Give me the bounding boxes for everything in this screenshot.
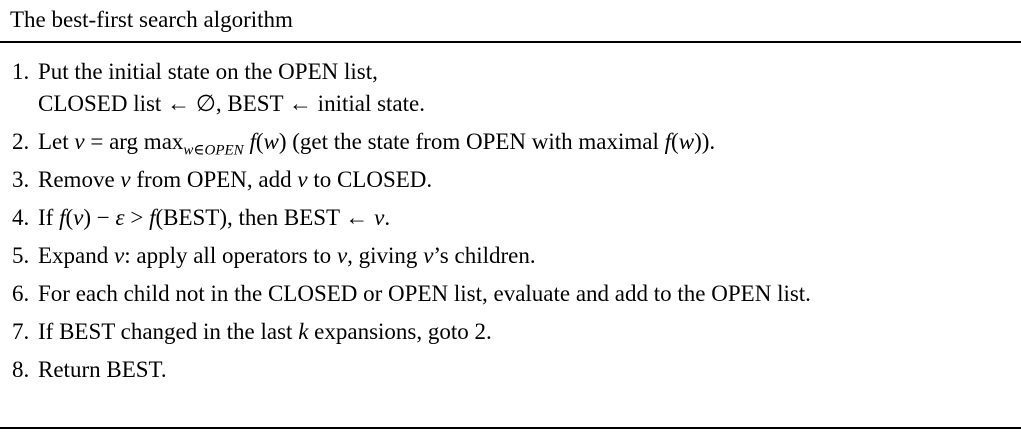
- algorithm-steps: [0, 56, 1021, 386]
- step-6: [0, 278, 1021, 310]
- math-variable: v: [297, 167, 308, 192]
- step-text-segment: (BEST), then BEST ←: [155, 205, 375, 230]
- step-number: 3.: [12, 167, 30, 192]
- step-text-segment: Remove: [38, 167, 121, 192]
- step-number: 2.: [12, 129, 30, 154]
- step-text-segment: ) −: [83, 205, 116, 230]
- math-function: f: [664, 129, 672, 154]
- step-number: 8.: [12, 357, 30, 382]
- step-text-segment: : apply all operators to: [124, 243, 337, 268]
- step-text-segment: , giving: [347, 243, 424, 268]
- step-number: 4.: [12, 205, 30, 230]
- step-text: Put the initial state on the OPEN list,: [38, 59, 378, 84]
- math-function: f: [249, 129, 256, 154]
- step-text-segment: ’s children.: [433, 243, 536, 268]
- math-function: f: [149, 205, 156, 230]
- step-8: [0, 354, 1021, 386]
- math-subscript: w∈OPEN: [183, 142, 244, 159]
- step-number: 7.: [12, 319, 30, 344]
- step-text-segment: (: [671, 129, 679, 154]
- step-text-segment: Expand: [38, 243, 115, 268]
- step-3: [0, 164, 1021, 196]
- step-5: [0, 240, 1021, 272]
- step-text-segment: (: [255, 129, 264, 154]
- math-function: f: [59, 205, 66, 230]
- math-variable: w: [678, 129, 695, 154]
- math-variable: w: [263, 129, 279, 154]
- math-variable: v: [74, 129, 85, 154]
- math-variable: k: [298, 319, 309, 344]
- step-text-segment: from OPEN, add: [130, 167, 298, 192]
- math-variable: v: [73, 205, 84, 230]
- algorithm-title: The best-first search algorithm: [10, 7, 293, 32]
- step-text: For each child not in the CLOSED or OPEN list, evaluate and add to the OPEN list.: [38, 281, 811, 306]
- step-text-continued: CLOSED list ← ∅, BEST ← initial state.: [38, 91, 425, 116]
- step-number: 5.: [12, 243, 30, 268]
- step-7: [0, 316, 1021, 348]
- math-variable: v: [374, 205, 385, 230]
- step-number: 1.: [12, 59, 30, 84]
- math-variable: v: [120, 167, 131, 192]
- math-variable: v: [336, 243, 348, 268]
- step-text-segment: If: [38, 205, 60, 230]
- math-epsilon: ε: [115, 205, 125, 230]
- step-text-segment: Let: [38, 129, 75, 154]
- math-variable: v: [114, 243, 125, 268]
- math-variable: v: [423, 243, 434, 268]
- step-text: Return BEST.: [38, 357, 167, 382]
- step-text-segment: >: [124, 205, 150, 230]
- bottom-rule: [0, 427, 1021, 429]
- step-text-segment: .: [384, 205, 391, 230]
- step-text-segment: expansions, goto 2.: [308, 319, 492, 344]
- step-1: [0, 56, 1021, 120]
- step-text-segment: = arg max: [84, 129, 184, 154]
- step-text-segment: to CLOSED.: [307, 167, 433, 192]
- step-text-segment: (: [65, 205, 74, 230]
- step-text-segment: ) (get the state from OPEN with maximal: [278, 129, 665, 154]
- step-2: [0, 126, 1021, 158]
- top-rule: [0, 41, 1021, 43]
- step-number: 6.: [12, 281, 30, 306]
- step-text-segment: )).: [694, 129, 716, 154]
- step-text-segment: If BEST changed in the last: [38, 319, 299, 344]
- step-4: [0, 202, 1021, 234]
